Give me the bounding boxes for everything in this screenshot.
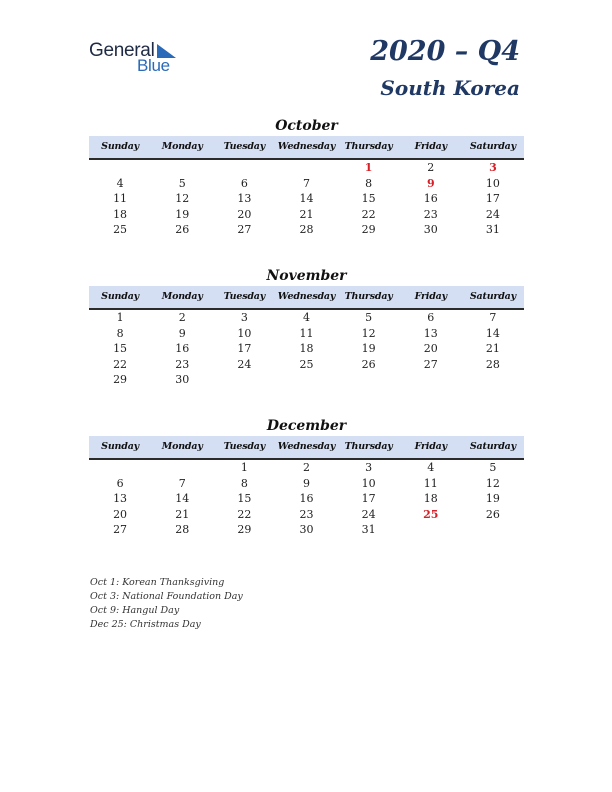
week-row [89, 372, 524, 388]
week-row [89, 191, 524, 207]
date-cell: 13 [113, 492, 128, 505]
date-cell: 29 [361, 223, 376, 236]
date-cell: 17 [361, 492, 376, 505]
weekday-label: Tuesday [223, 141, 266, 152]
empty-cell [213, 160, 275, 176]
date-cell: 20 [237, 207, 252, 221]
date-cell: 21 [175, 507, 190, 521]
date-cell: 29 [237, 523, 252, 536]
date-cell: 27 [423, 357, 438, 371]
date-cell: 17 [485, 192, 500, 205]
weekday-label: Tuesday [223, 441, 266, 452]
month-december [89, 416, 524, 538]
weekday-label: Monday [161, 441, 203, 452]
date-cell: 23 [175, 357, 190, 371]
weekday-header [89, 286, 524, 310]
date-cell: 21 [485, 342, 500, 355]
week-row [89, 160, 524, 176]
empty-cell [275, 372, 337, 388]
date-cell: 13 [423, 326, 438, 340]
date-cell: 28 [485, 357, 500, 371]
date-cell: 1 [116, 311, 124, 324]
logo-text-blue: Blue [137, 56, 170, 75]
empty-cell [151, 460, 213, 476]
empty-cell [89, 160, 151, 176]
date-cell: 8 [240, 476, 248, 490]
date-cell: 4 [302, 311, 310, 324]
month-november [89, 266, 524, 388]
date-cell: 6 [240, 176, 248, 190]
date-cell: 19 [175, 207, 190, 221]
date-cell: 18 [299, 342, 314, 355]
date-cell: 20 [113, 507, 128, 521]
date-cell: 8 [116, 326, 124, 340]
week-row [89, 176, 524, 192]
weekday-label: Thursday [344, 291, 393, 302]
date-cell: 8 [365, 176, 373, 190]
month-grid [89, 160, 524, 238]
date-cell: 12 [485, 476, 500, 490]
date-cell: 21 [299, 207, 314, 221]
date-cell: 7 [178, 476, 186, 490]
date-cell: 5 [489, 461, 497, 474]
empty-cell [462, 372, 524, 388]
date-cell: 24 [237, 357, 252, 371]
date-cell: 16 [175, 342, 190, 355]
date-cell: 27 [237, 223, 252, 236]
date-cell: 13 [237, 192, 252, 205]
date-cell: 5 [178, 176, 186, 190]
date-cell: 14 [175, 492, 190, 505]
empty-cell [213, 372, 275, 388]
date-cell: 6 [116, 476, 124, 490]
week-row [89, 476, 524, 492]
date-cell: 25 [299, 357, 314, 371]
week-row [89, 310, 524, 326]
date-cell: 20 [423, 342, 438, 355]
week-row [89, 491, 524, 507]
date-cell: 18 [113, 207, 128, 221]
date-cell: 12 [361, 326, 376, 340]
holiday-date-cell: 9 [426, 176, 435, 190]
holiday-note: Oct 3: National Foundation Day [90, 591, 243, 602]
empty-cell [151, 160, 213, 176]
holiday-date-cell: 1 [364, 161, 373, 174]
date-cell: 30 [299, 523, 314, 536]
weekday-label: Wednesday [277, 291, 336, 302]
date-cell: 14 [299, 192, 314, 205]
weekday-label: Saturday [469, 441, 516, 452]
weekday-label: Saturday [469, 291, 516, 302]
weekday-label: Monday [161, 291, 203, 302]
date-cell: 7 [302, 176, 310, 190]
weekday-label: Wednesday [277, 141, 336, 152]
logo-text-general: General [89, 40, 155, 61]
weekday-label: Sunday [101, 141, 139, 152]
week-row [89, 357, 524, 373]
weekday-label: Friday [414, 441, 447, 452]
country-name: South Korea [380, 76, 520, 100]
date-cell: 16 [423, 192, 438, 205]
date-cell: 10 [485, 176, 500, 190]
date-cell: 23 [423, 207, 438, 221]
holiday-date-cell: 25 [423, 507, 439, 521]
date-cell: 12 [175, 192, 190, 205]
date-cell: 30 [175, 373, 190, 386]
date-cell: 31 [361, 523, 376, 536]
week-row [89, 341, 524, 357]
date-cell: 18 [423, 492, 438, 505]
date-cell: 22 [237, 507, 252, 521]
weekday-label: Thursday [344, 441, 393, 452]
date-cell: 19 [485, 492, 500, 505]
date-cell: 2 [178, 311, 186, 324]
weekday-label: Friday [414, 141, 447, 152]
week-row [89, 522, 524, 538]
holiday-note: Oct 1: Korean Thanksgiving [90, 577, 225, 588]
date-cell: 24 [485, 207, 500, 221]
date-cell: 27 [113, 523, 128, 536]
date-cell: 7 [489, 311, 497, 324]
empty-cell [338, 372, 400, 388]
weekday-label: Saturday [469, 141, 516, 152]
weekday-label: Tuesday [223, 291, 266, 302]
logo [89, 40, 189, 80]
date-cell: 14 [485, 326, 500, 340]
date-cell: 25 [113, 223, 128, 236]
empty-cell [89, 460, 151, 476]
month-grid [89, 310, 524, 388]
page-title: 2020 – Q4 [370, 36, 520, 67]
date-cell: 9 [302, 476, 310, 490]
weekday-label: Friday [414, 291, 447, 302]
date-cell: 22 [113, 357, 128, 371]
holiday-notes [90, 576, 243, 632]
date-cell: 3 [365, 461, 373, 474]
date-cell: 19 [361, 342, 376, 355]
date-cell: 26 [175, 223, 190, 236]
weekday-header [89, 136, 524, 160]
date-cell: 11 [113, 192, 128, 205]
date-cell: 4 [427, 461, 435, 474]
empty-cell [275, 160, 337, 176]
holiday-date-cell: 3 [489, 161, 497, 174]
month-title: November [266, 268, 347, 284]
date-cell: 2 [302, 461, 310, 474]
date-cell: 30 [423, 223, 438, 236]
weekday-label: Thursday [344, 141, 393, 152]
date-cell: 11 [299, 326, 314, 340]
date-cell: 31 [485, 223, 500, 236]
weekday-label: Wednesday [277, 441, 336, 452]
date-cell: 15 [113, 342, 128, 355]
date-cell: 26 [361, 357, 376, 371]
empty-cell [400, 372, 462, 388]
weekday-label: Monday [161, 141, 203, 152]
date-cell: 6 [427, 311, 435, 324]
date-cell: 3 [240, 311, 248, 324]
empty-cell [462, 522, 524, 538]
empty-cell [400, 522, 462, 538]
date-cell: 11 [423, 476, 438, 490]
date-cell: 23 [299, 507, 314, 521]
month-grid [89, 460, 524, 538]
month-october [89, 116, 524, 238]
date-cell: 26 [485, 507, 500, 521]
date-cell: 9 [178, 326, 186, 340]
date-cell: 2 [427, 161, 435, 174]
date-cell: 10 [361, 476, 376, 490]
month-title: December [266, 418, 347, 434]
date-cell: 16 [299, 492, 314, 505]
month-title: October [275, 118, 338, 134]
date-cell: 24 [361, 507, 376, 521]
date-cell: 10 [237, 326, 252, 340]
date-cell: 15 [361, 192, 376, 205]
week-row [89, 507, 524, 523]
holiday-note: Dec 25: Christmas Day [90, 619, 201, 630]
week-row [89, 222, 524, 238]
date-cell: 28 [175, 523, 190, 536]
date-cell: 17 [237, 342, 252, 355]
date-cell: 15 [237, 492, 252, 505]
weekday-label: Sunday [101, 441, 139, 452]
holiday-note: Oct 9: Hangul Day [90, 605, 180, 616]
week-row [89, 207, 524, 223]
date-cell: 28 [299, 223, 314, 236]
date-cell: 22 [361, 207, 376, 221]
weekday-header [89, 436, 524, 460]
date-cell: 29 [113, 373, 128, 386]
week-row [89, 326, 524, 342]
date-cell: 4 [116, 176, 124, 190]
weekday-label: Sunday [101, 291, 139, 302]
date-cell: 5 [365, 311, 373, 324]
date-cell: 1 [240, 461, 248, 474]
week-row [89, 460, 524, 476]
